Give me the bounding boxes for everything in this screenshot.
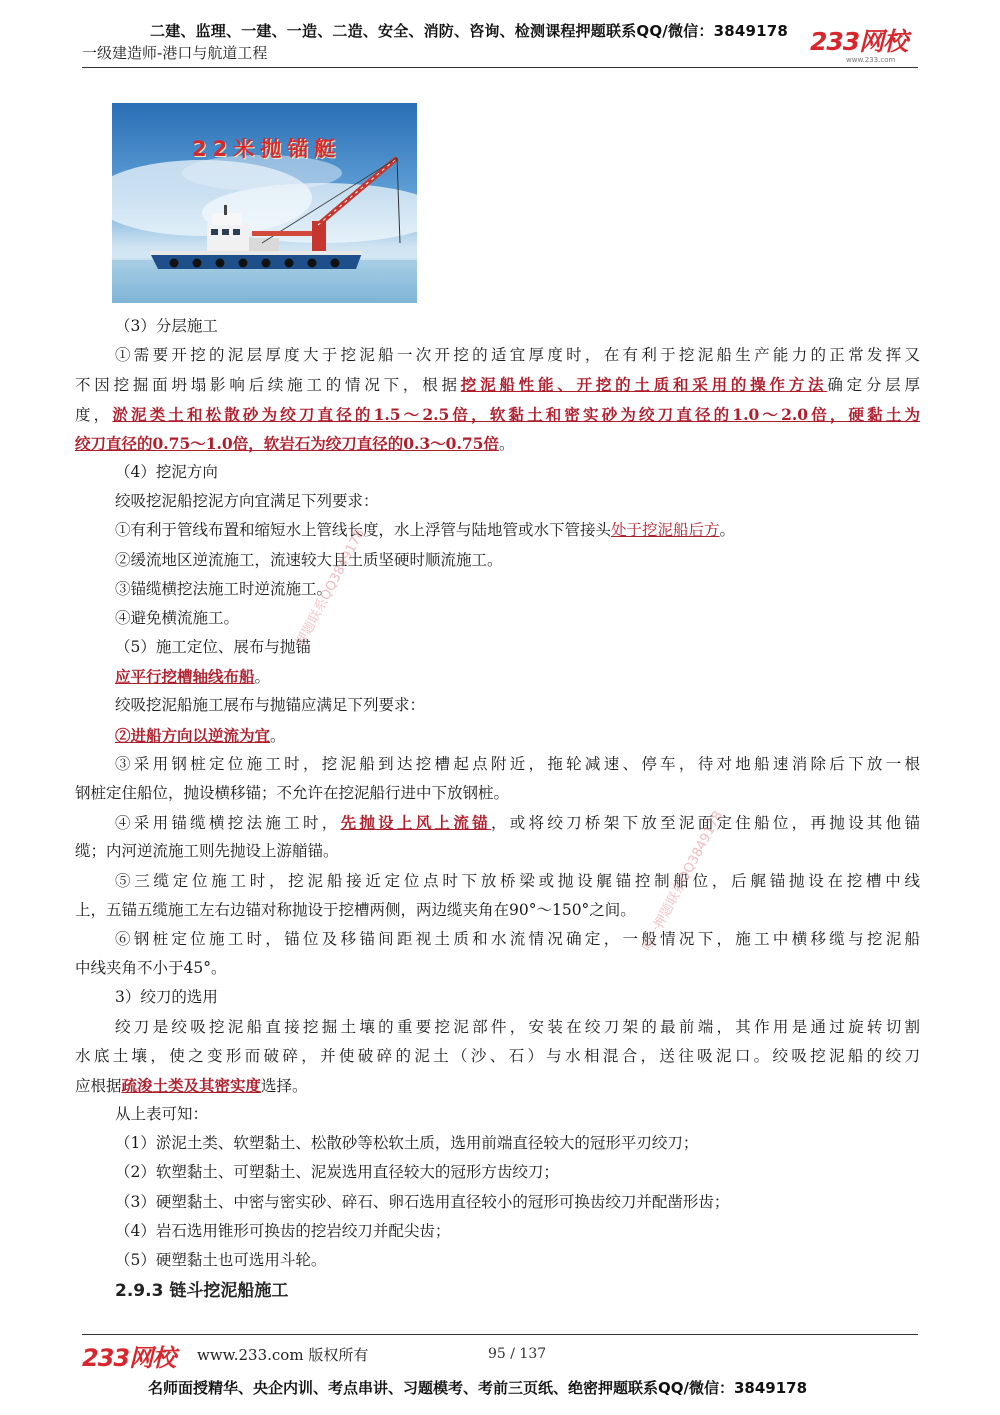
highlight-text: 先抛设上风上流锚 xyxy=(340,813,491,833)
highlight-text: 处于挖泥船后方 xyxy=(611,521,720,540)
paragraph-line: ②进船方向以逆流为宜。 xyxy=(115,725,286,745)
paragraph-line: 绞吸挖泥船挖泥方向宜满足下列要求： xyxy=(115,492,379,511)
paragraph-line: ③锚缆横挖法施工时逆流施工。 xyxy=(115,579,333,598)
page-number: 95 / 137 xyxy=(488,1346,547,1362)
paragraph-line: ②缓流地区逆流施工，流速较大且土质坚硬时顺流施工。 xyxy=(115,550,503,569)
paragraph-line: ⑥钢桩定位施工时，锚位及移锚间距视土质和水流情况确定，一般情况下，施工中横移缆与挖泥船 xyxy=(115,929,920,948)
highlight-text: 挖泥船性能、开挖的土质和采用的操作方法 xyxy=(460,375,828,395)
footer-divider xyxy=(82,1334,918,1335)
paragraph-line: 钢桩定住船位，抛设横移锚；不允许在挖泥船行进中下放钢桩。 xyxy=(75,784,510,802)
anchor-boat-photo xyxy=(112,103,417,303)
paragraph-line: 度，淤泥类土和松散砂为绞刀直径的1.5～2.5倍，软黏土和密实砂为绞刀直径的1.0～2.0倍，硬黏土为 xyxy=(75,404,920,424)
paragraph-line: 上，五锚五缆施工左右边锚对称抛设于挖槽两侧，两边缆夹角在90°～150°之间。 xyxy=(75,900,636,919)
paragraph-line: 缆；内河逆流施工则先抛设上游艏锚。 xyxy=(75,842,339,861)
list-item: （4）岩石选用锥形可换齿的挖岩绞刀并配尖齿； xyxy=(115,1221,451,1240)
logo-url: www.233.com xyxy=(846,56,896,64)
list-item: （1）淤泥土类、软塑黏土、松散砂等松软土质，选用前端直径较大的冠形平刃绞刀； xyxy=(115,1134,699,1153)
watermark: 押题联系QQ3849178 xyxy=(293,526,368,649)
paragraph-line: ⑤三缆定位施工时，挖泥船接近定位点时下放桥梁或抛设艉锚控制船位，后艉锚抛设在挖槽中线 xyxy=(115,871,920,890)
paragraph-line: 绞刀直径的0.75～1.0倍，软岩石为绞刀直径的0.3～0.75倍。 xyxy=(75,433,515,453)
pos-heading: （5）施工定位、展布与抛锚 xyxy=(115,638,311,657)
paragraph-line: 不因挖掘面坍塌影响后续施工的情况下，根据挖泥船性能、开挖的土质和采用的操作方法确定分层厚 xyxy=(75,375,920,395)
list-item: （5）硬塑黏土也可选用斗轮。 xyxy=(115,1251,327,1269)
footer-banner: 名师面授精华、央企内训、考点串讲、习题模考、考前三页纸、绝密押题联系QQ/微信：3849178 xyxy=(148,1379,808,1397)
paragraph-line: ④采用锚缆横挖法施工时，先抛设上风上流锚，或将绞刀桥架下放至泥面定住船位，再抛设其他锚 xyxy=(115,813,920,833)
cutter-heading: 3）绞刀的选用 xyxy=(115,988,218,1007)
copyright-text: www.233.com 版权所有 xyxy=(197,1346,369,1364)
paragraph-line: ④避免横流施工。 xyxy=(115,608,240,627)
paragraph-line: ③采用钢桩定位施工时，挖泥船到达挖槽起点附近，拖轮减速、停车，待对地船速消除后下放一根 xyxy=(115,754,920,773)
highlight-text: ②进船方向以逆流为宜 xyxy=(115,725,271,745)
dir-heading: （4）挖泥方向 xyxy=(115,462,218,481)
paragraph-line: 应根据疏浚土类及其密实度选择。 xyxy=(75,1075,308,1095)
logo-233-footer: 233网校 xyxy=(82,1344,176,1372)
paragraph-line: 中线夹角不小于45°。 xyxy=(75,959,227,978)
logo-233-header xyxy=(810,28,920,64)
header-banner: 二建、监理、一建、一造、二造、安全、消防、咨询、检测课程押题联系QQ/微信：3849178 xyxy=(150,22,789,40)
list-item: （3）硬塑黏土、中密与密实砂、碎石、卵石选用直径较小的冠形可换齿绞刀并配凿形齿； xyxy=(115,1192,730,1211)
paragraph-line: 应平行挖槽轴线布船。 xyxy=(115,667,271,687)
document-body xyxy=(75,312,920,1306)
highlight-text: 应平行挖槽轴线布船 xyxy=(115,667,255,687)
highlight-text: 淤泥类土和松散砂为绞刀直径的1.5～2.5倍，软黏土和密实砂为绞刀直径的1.0～2.0倍，硬黏土为 xyxy=(112,404,920,424)
paragraph-line: 从上表可知： xyxy=(115,1105,209,1124)
paragraph-line: 绞刀是绞吸挖泥船直接挖掘土壤的重要挖泥部件，安装在绞刀架的最前端，其作用是通过旋转切割 xyxy=(115,1017,920,1036)
layer-heading: （3）分层施工 xyxy=(115,317,218,335)
course-title: 一级建造师-港口与航道工程 xyxy=(82,44,268,62)
section-heading: 2.9.3 链斗挖泥船施工 xyxy=(115,1281,289,1302)
paragraph-line: ①需要开挖的泥层厚度大于挖泥船一次开挖的适宜厚度时，在有利于挖泥船生产能力的正常发挥又 xyxy=(115,346,920,365)
watermark: 唯一押题联系QQ3849178 xyxy=(639,808,727,954)
highlight-text: 绞刀直径的0.75～1.0倍，软岩石为绞刀直径的0.3～0.75倍 xyxy=(75,433,499,453)
logo-text: 233网校 xyxy=(810,27,908,56)
paragraph-line: ①有利于管线布置和缩短水上管线长度，水上浮管与陆地管或水下管接头处于挖泥船后方。 xyxy=(115,521,736,540)
paragraph-line: 绞吸挖泥船施工展布与抛锚应满足下列要求： xyxy=(115,696,426,715)
photo-caption: 22米抛锚艇 xyxy=(192,137,342,161)
highlight-text: 疏浚土类及其密实度 xyxy=(121,1075,262,1095)
header-divider xyxy=(82,67,918,68)
list-item: （2）软塑黏土、可塑黏土、泥炭选用直径较大的冠形方齿绞刀； xyxy=(115,1163,559,1182)
paragraph-line: 水底土壤，使之变形而破碎，并使破碎的泥土（沙、石）与水相混合，送往吸泥口。绞吸挖泥船的绞刀 xyxy=(75,1046,920,1065)
